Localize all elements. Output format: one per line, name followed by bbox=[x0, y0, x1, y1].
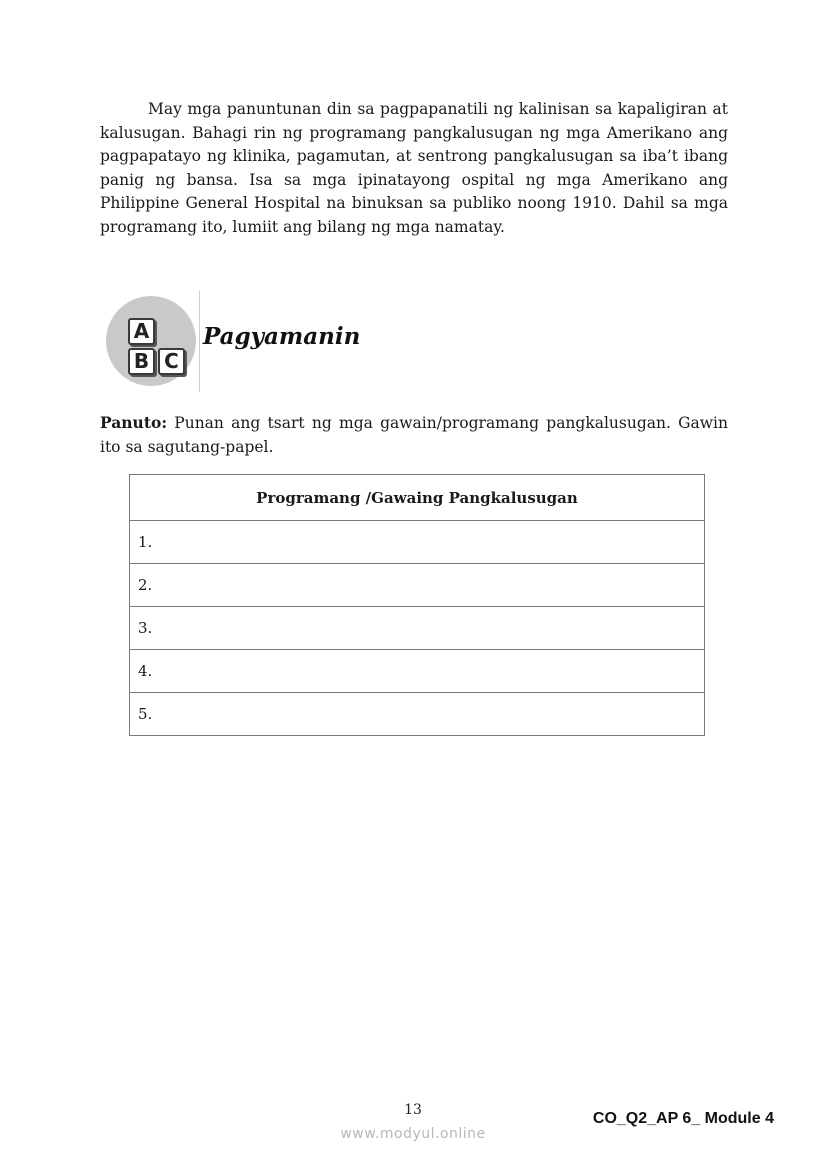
table-row bbox=[130, 650, 705, 693]
table-cell-1[interactable]: 1. bbox=[130, 521, 705, 564]
instructions-text: Punan ang tsart ng mga gawain/programang pangkalusugan. Gawin ito sa sagutang-papel. bbox=[100, 414, 728, 456]
table-row bbox=[130, 693, 705, 736]
abc-blocks-icon bbox=[106, 296, 196, 386]
watermark: www.modyul.online bbox=[340, 1126, 486, 1142]
health-programs-table bbox=[129, 474, 705, 736]
table-cell-4[interactable]: 4. bbox=[130, 650, 705, 693]
page-number: 13 bbox=[404, 1102, 422, 1118]
block-b: B bbox=[128, 348, 155, 375]
table-header-row bbox=[130, 475, 705, 521]
section-header bbox=[100, 290, 400, 392]
table-cell-3[interactable]: 3. bbox=[130, 607, 705, 650]
table-cell-5[interactable]: 5. bbox=[130, 693, 705, 736]
block-c: C bbox=[158, 348, 185, 375]
instructions bbox=[100, 411, 728, 459]
table-row bbox=[130, 521, 705, 564]
body-paragraph-text: May mga panuntunan din sa pagpapanatili ng kalinisan sa kapaligiran at kalusugan. Bahagi rin ng programang pangkalusugan ng mga Amerikano ang pagpapatayo ng klinika, pagamutan, at sentrong pangkalusugan sa iba’t ibang panig ng bansa. Isa sa mga ipinatayong ospital ng mga Amerikano ang Philippine General Hospital na binuksan sa publiko noong 1910. Dahil sa mga programang ito, lumiit ang bilang ng mga namatay. bbox=[100, 100, 728, 236]
block-a: A bbox=[128, 318, 155, 345]
table-row bbox=[130, 607, 705, 650]
instructions-label: Panuto: bbox=[100, 413, 168, 432]
table-row bbox=[130, 564, 705, 607]
section-title: Pagyamanin bbox=[203, 323, 361, 350]
section-divider bbox=[199, 290, 200, 392]
body-paragraph bbox=[100, 98, 728, 240]
table-cell-2[interactable]: 2. bbox=[130, 564, 705, 607]
table-header: Programang /Gawaing Pangkalusugan bbox=[130, 475, 705, 521]
module-code: CO_Q2_AP 6_ Module 4 bbox=[592, 1110, 774, 1127]
